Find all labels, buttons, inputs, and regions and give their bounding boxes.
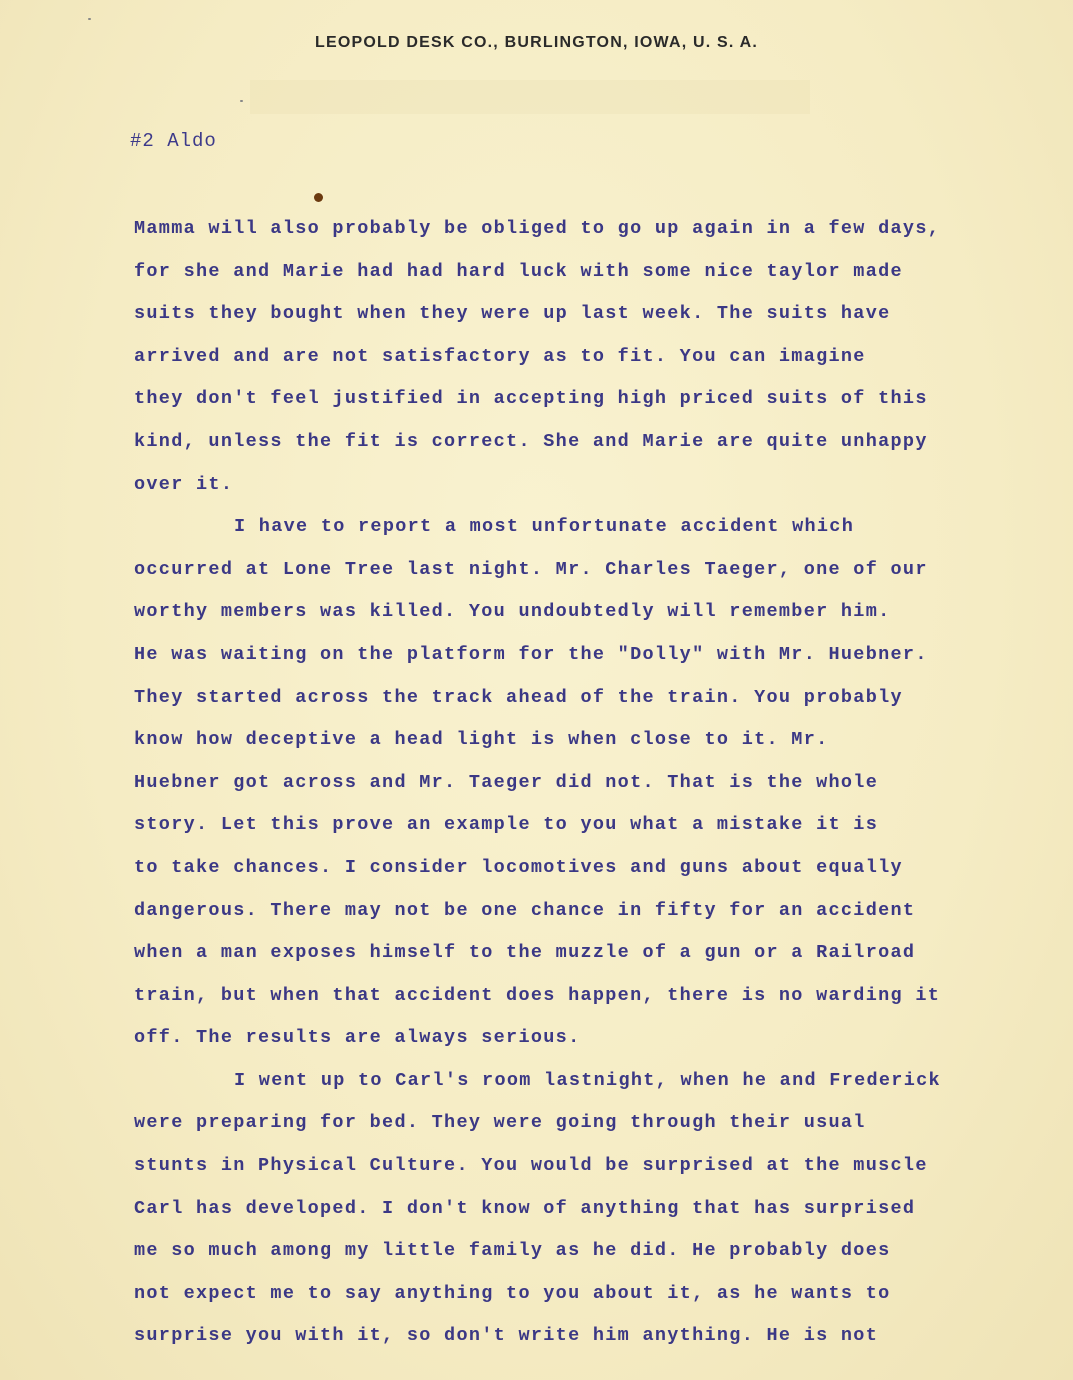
letterhead-watermark xyxy=(250,72,810,132)
letter-line: I went up to Carl's room lastnight, when he and Frederick xyxy=(234,1069,941,1091)
page-reference: #2 Aldo xyxy=(130,130,217,152)
letter-line: Huebner got across and Mr. Taeger did not. That is the whole xyxy=(134,771,879,793)
paper-speck xyxy=(88,18,91,20)
letterhead: LEOPOLD DESK CO., BURLINGTON, IOWA, U. S. A. xyxy=(314,34,759,51)
letter-line: were preparing for bed. They were going through their usual xyxy=(134,1112,866,1134)
letter-line: Mamma will also probably be obliged to go up again in a few days, xyxy=(134,218,941,239)
letter-line: I have to report a most unfortunate accident which xyxy=(234,516,855,538)
letter-line: suits they bought when they were up last week. The suits have xyxy=(134,303,891,325)
letter-line: to take chances. I consider locomotives and guns about equally xyxy=(134,856,903,878)
letter-line: story. Let this prove an example to you what a mistake it is xyxy=(134,814,879,836)
letter-line: train, but when that accident does happen, there is no warding it xyxy=(134,984,941,1006)
letter-line: surprise you with it, so don't write him anything. He is not xyxy=(134,1325,879,1347)
letter-line: stunts in Physical Culture. You would be surprised at the muscle xyxy=(134,1155,928,1177)
paper-speck xyxy=(240,100,243,102)
letter-line: kind, unless the fit is correct. She and Marie are quite unhappy xyxy=(134,430,928,452)
letter-line: for she and Marie had had hard luck with some nice taylor made xyxy=(134,260,903,282)
letter-line: He was waiting on the platform for the "Dolly" with Mr. Huebner. xyxy=(134,643,928,665)
letter-line: over it. xyxy=(134,473,234,495)
letter-line: not expect me to say anything to you about it, as he wants to xyxy=(134,1282,891,1304)
letter-line: arrived and are not satisfactory as to fit. You can imagine xyxy=(134,345,866,367)
letter-line: when a man exposes himself to the muzzle of a gun or a Railroad xyxy=(134,942,916,964)
letter-body xyxy=(134,208,994,1358)
letter-line: off. The results are always serious. xyxy=(134,1027,581,1049)
letter-line: They started across the track ahead of the train. You probably xyxy=(134,686,903,708)
letter-line: they don't feel justified in accepting high priced suits of this xyxy=(134,388,928,410)
letter-line: know how deceptive a head light is when close to it. Mr. xyxy=(134,729,829,751)
letter-line: Carl has developed. I don't know of anything that has surprised xyxy=(134,1197,916,1219)
ink-dot xyxy=(314,193,323,202)
letter-line: dangerous. There may not be one chance in fifty for an accident xyxy=(134,899,916,921)
letter-line: me so much among my little family as he did. He probably does xyxy=(134,1240,891,1262)
letter-line: worthy members was killed. You undoubtedly will remember him. xyxy=(134,601,891,623)
watermark-graphic xyxy=(250,72,810,122)
letter-line: occurred at Lone Tree last night. Mr. Charles Taeger, one of our xyxy=(134,558,928,580)
